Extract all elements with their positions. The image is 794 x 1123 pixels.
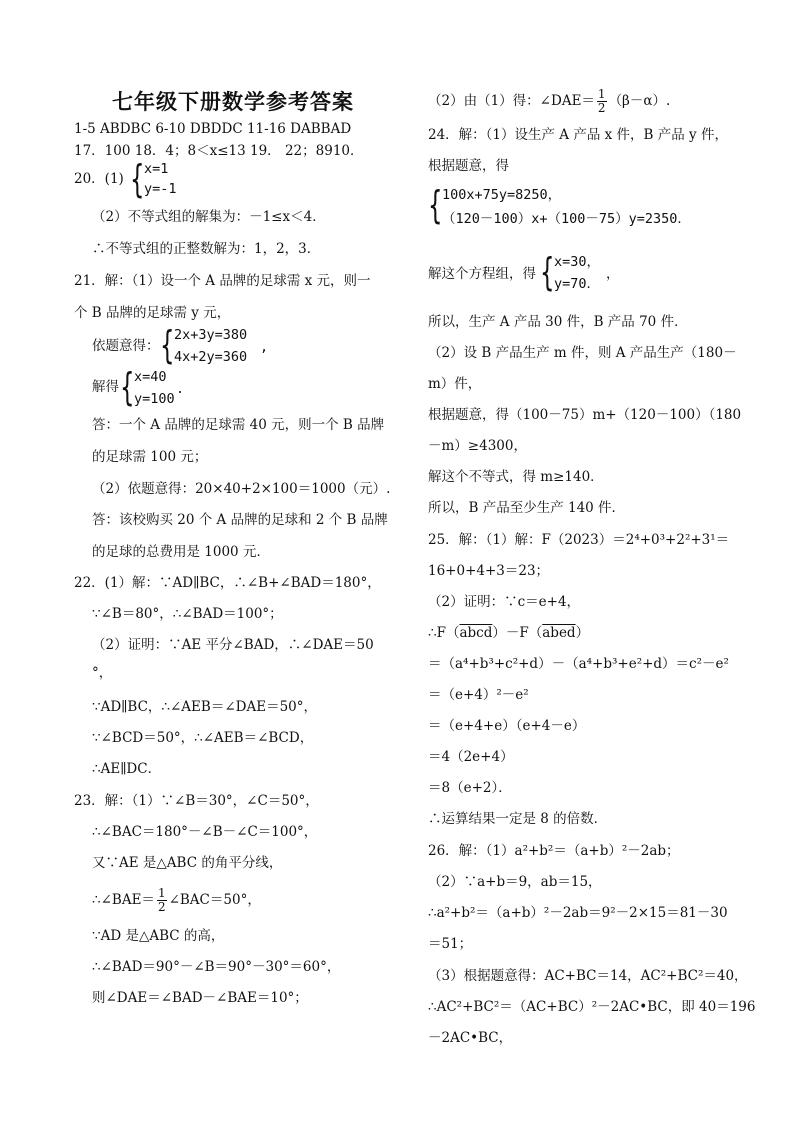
equation: 4x+2y=360 (174, 349, 248, 365)
equation: x=40 (134, 369, 167, 385)
equation: y=70． (554, 276, 601, 292)
text: （β－α）. (608, 93, 671, 109)
fraction: $\frac{1}{2}$ (157, 886, 166, 914)
page-title: 七年级下册数学参考答案 (112, 90, 354, 114)
q25-line: （2）证明：∵c＝e+4， (428, 594, 581, 610)
q22-line: （2）证明：∵AE 平分∠BAD，∴∠DAE＝50 (92, 637, 374, 653)
q26-line: ∴a²+b²＝（a+b）²－2ab＝9²－2×15＝81－30 (428, 905, 728, 921)
q25-line: ＝8（e+2）． (428, 780, 512, 796)
q21-line: 解得 (92, 379, 119, 395)
q25-line: ＝（e+4+e）（e+4－e） (428, 718, 586, 734)
q23-line: ∴∠BAC＝180°－∠B－∠C＝100°， (92, 824, 318, 840)
q21-line: 的足球的总费用是 1000 元． (92, 544, 270, 560)
text: （2）由（1）得：∠DAE＝ (428, 93, 595, 109)
q21-line: 个 B 品牌的足球需 y 元， (74, 305, 231, 321)
punctuation: ， (606, 266, 620, 282)
brace-icon: { (540, 250, 555, 294)
q25-line: ∴运算结果一定是 8 的倍数． (428, 811, 608, 827)
equation: 100x+75y=8250， (442, 187, 562, 203)
punctuation: , (260, 339, 269, 355)
q26-line: （2）∵a+b＝9，ab＝15， (428, 874, 602, 890)
q22-line: 22．(1）解：∵AD∥BC，∴∠B+∠BAD＝180°， (74, 575, 381, 591)
q24-line: （2）设 B 产品生产 m 件，则 A 产品生产（180－ (428, 345, 737, 361)
equation: x=1 (144, 161, 169, 177)
q26-line: （3）根据题意得：AC+BC＝14，AC²+BC²＝40， (428, 968, 748, 984)
q22-line: ∴AE∥DC． (92, 761, 162, 777)
q24-line: 24．解：（1）设生产 A 产品 x 件，B 产品 y 件， (428, 127, 728, 143)
q20-part1: 20．(1) (74, 171, 124, 187)
q26-line: 26．解：（1）a²+b²＝（a+b）²－2ab； (428, 843, 680, 859)
equation: y=-1 (144, 181, 177, 197)
q23-line: 23．解：（1）∵∠B＝30°，∠C＝50°， (74, 793, 319, 809)
q24-line: 解这个方程组，得 (428, 266, 536, 282)
q22-line: ∵∠B＝80°，∴∠BAD＝100°； (92, 606, 283, 622)
q21-line: 21．解：（1）设一个 A 品牌的足球需 x 元，则一 (74, 273, 371, 289)
q26-line: ∴AC²+BC²＝（AC+BC）²－2AC•BC，即 40＝196 (428, 999, 756, 1015)
overlined-number: abcd (459, 625, 493, 641)
brace-icon: { (160, 323, 175, 367)
q25-line: 16+0+4+3＝23； (428, 563, 550, 579)
q21-line: 答：一个 A 品牌的足球需 40 元，则一个 B 品牌 (92, 417, 385, 433)
q25-line: ＝（a⁴+b³+c²+d）－（a⁴+b³+e²+d）＝c²－e² (428, 656, 729, 672)
q26-line: －2AC•BC， (428, 1030, 513, 1046)
q24-line: m）件， (428, 376, 482, 392)
text: ∴∠BAE＝ (92, 892, 155, 908)
q24-line: 解这个不等式，得 m≥140． (428, 469, 604, 485)
q20-part3: ∴不等式组的正整数解为：1，2，3． (92, 241, 321, 257)
brace-icon: { (428, 183, 443, 227)
q25-line: ＝（e+4）²－e² (428, 687, 529, 703)
q20-part2: （2）不等式组的解集为：－1≤x＜4． (92, 209, 326, 225)
fraction: $\frac{1}{2}$ (597, 87, 606, 115)
answers-17-19: 17．100 18．4；8＜x≤13 19． 22；8910． (74, 143, 364, 159)
q21-line: 依题意得： (92, 338, 160, 354)
q24-line: 所以，生产 A 产品 30 件，B 产品 70 件． (428, 314, 688, 330)
text: ∠BAC＝50°， (168, 892, 261, 908)
q23-line: 又∵AE 是△ABC 的角平分线， (92, 855, 283, 871)
q22-line: °， (92, 665, 113, 681)
equation: y=100 (134, 391, 175, 407)
equation: x=30， (554, 254, 601, 270)
q23-line (92, 887, 261, 914)
q24-line: 所以，B 产品至少生产 140 件． (428, 500, 626, 516)
equation: （120－100）x+（100－75）y=2350． (442, 211, 691, 227)
overlined-number: abed (542, 625, 576, 641)
q24-line: 根据题意，得（100－75）m+（120－100）（180 (428, 407, 742, 423)
q24-line: 根据题意，得 (428, 158, 509, 174)
brace-icon: { (130, 157, 145, 201)
q23-part2 (428, 88, 670, 115)
text: ∴F（ (428, 625, 460, 641)
q24-line: －m）≥4300， (428, 438, 527, 454)
q21-line: 的足球需 100 元； (92, 449, 208, 465)
q23-line: 则∠DAE＝∠BAD－∠BAE＝10°； (92, 990, 308, 1006)
q23-line: ∴∠BAD＝90°－∠B＝90°－30°＝60°， (92, 959, 341, 975)
q26-line: ＝51； (428, 936, 473, 952)
q22-line: ∵∠BCD＝50°，∴∠AEB＝∠BCD， (92, 730, 314, 746)
equation: 2x+3y=380 (174, 327, 248, 343)
punctuation: . (176, 381, 185, 397)
q23-line: ∵AD 是△ABC 的高， (92, 928, 225, 944)
text: ） (575, 625, 590, 641)
text: ）－F（ (492, 625, 543, 641)
q25-line (428, 624, 589, 642)
q21-line: （2）依题意得：20×40+2×100＝1000（元）. (92, 481, 391, 497)
brace-icon: { (120, 365, 135, 409)
q25-line: 25．解：（1）解：F（2023）＝2⁴+0³+2²+3¹＝ (428, 532, 730, 548)
answers-1-16: 1-5 ABDBC 6-10 DBDDC 11-16 DABBAD (74, 121, 352, 137)
q25-line: ＝4（2e+4） (428, 749, 514, 765)
q22-line: ∵AD∥BC，∴∠AEB＝∠DAE＝50°， (92, 699, 317, 715)
q21-line: 答：该校购买 20 个 A 品牌的足球和 2 个 B 品牌 (92, 512, 388, 528)
